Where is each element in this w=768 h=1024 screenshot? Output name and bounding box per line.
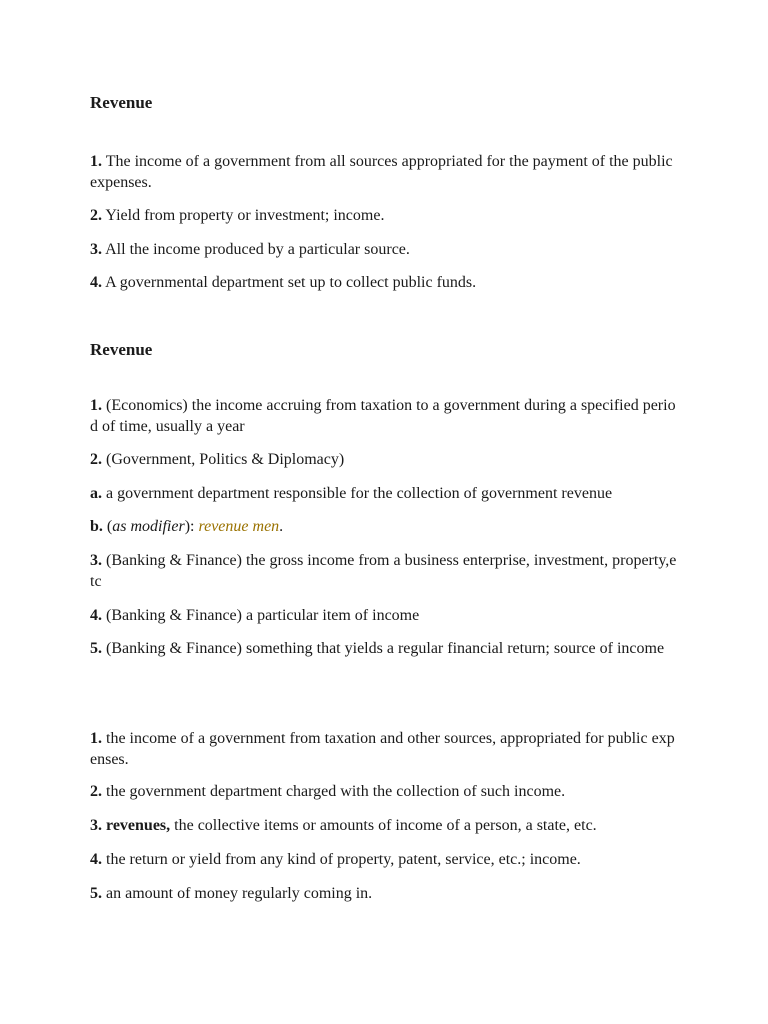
definition-number: 3.	[90, 817, 102, 834]
definition-number: 3.	[90, 552, 102, 569]
definition-text: A governmental department set up to collect public funds.	[102, 274, 477, 291]
definition-number: 2.	[90, 783, 102, 800]
definition-text-mid: ):	[184, 518, 199, 535]
definition-text: All the income produced by a particular source.	[102, 241, 410, 258]
definition-letter: b.	[90, 518, 103, 535]
definition-text-post: .	[279, 518, 284, 535]
section-3-definition-2	[90, 781, 680, 802]
definition-text-pre: (	[102, 518, 113, 535]
definition-number: 3.	[90, 241, 102, 258]
definition-text: (Banking & Finance) something that yields a regular financial return; source of income	[102, 640, 665, 657]
section-3-definition-5	[90, 883, 680, 904]
section-1-definition-3	[90, 239, 680, 260]
definition-number: 5.	[90, 640, 102, 657]
definition-text: (Government, Politics & Diplomacy)	[102, 451, 345, 468]
definition-number: 2.	[90, 207, 102, 224]
definition-term: revenues,	[102, 817, 171, 834]
section-2-definition-1	[90, 395, 680, 437]
section-1-definition-1	[90, 151, 680, 193]
section-2-definition-3	[90, 550, 680, 592]
definition-letter: a.	[90, 485, 102, 502]
definition-text: (Banking & Finance) the gross income from a business enterprise, investment, property,etc	[90, 552, 677, 590]
section-3-definition-3	[90, 815, 680, 836]
section-3-definition-4	[90, 849, 680, 870]
modifier-label: as modifier	[112, 518, 185, 535]
definition-text: (Economics) the income accruing from taxation to a government during a specified period of time, usually a year	[90, 397, 676, 435]
section-2-definition-5	[90, 638, 680, 659]
definition-number: 4.	[90, 607, 102, 624]
section-1-definition-2	[90, 205, 680, 226]
section-2-definition-b	[90, 516, 680, 537]
definition-number: 4.	[90, 851, 102, 868]
definition-text: the return or yield from any kind of property, patent, service, etc.; income.	[102, 851, 581, 868]
definition-text: Yield from property or investment; income.	[102, 207, 385, 224]
section-2-heading: Revenue	[90, 340, 153, 359]
definition-number: 4.	[90, 274, 102, 291]
section-2-definition-2	[90, 449, 680, 470]
definition-text: (Banking & Finance) a particular item of income	[102, 607, 420, 624]
section-3-definition-1	[90, 728, 680, 770]
example-link-revenue-men[interactable]: revenue men	[198, 518, 280, 535]
definition-text: an amount of money regularly coming in.	[102, 885, 373, 902]
section-1-heading: Revenue	[90, 93, 153, 112]
definition-text: the income of a government from taxation and other sources, appropriated for public expenses.	[90, 730, 675, 768]
definition-text: The income of a government from all sources appropriated for the payment of the public expenses.	[90, 153, 673, 191]
definition-number: 5.	[90, 885, 102, 902]
definition-number: 2.	[90, 451, 102, 468]
section-2-definition-4	[90, 605, 680, 626]
definition-text: a government department responsible for the collection of government revenue	[102, 485, 613, 502]
definition-number: 1.	[90, 730, 102, 747]
section-1-definition-4	[90, 272, 680, 293]
definition-number: 1.	[90, 397, 102, 414]
section-2-definition-a	[90, 483, 680, 504]
definition-text: the government department charged with the collection of such income.	[102, 783, 566, 800]
definition-text: the collective items or amounts of income of a person, a state, etc.	[170, 817, 597, 834]
definition-number: 1.	[90, 153, 102, 170]
